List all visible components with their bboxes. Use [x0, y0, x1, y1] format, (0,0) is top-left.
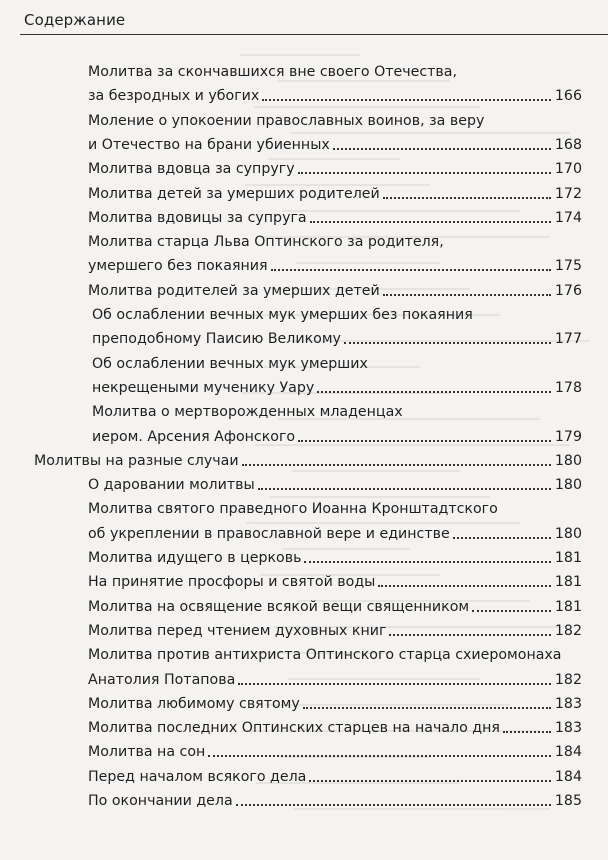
- dot-leader: [258, 488, 551, 490]
- toc-entry: [88, 786, 582, 810]
- toc-entry-line: [92, 300, 582, 324]
- page-number: 181: [554, 574, 582, 591]
- toc-entry: [88, 543, 582, 567]
- dot-leader: [309, 780, 551, 782]
- toc-entry-line: [92, 397, 582, 421]
- toc-entry-title: О даровании молитвы: [88, 477, 255, 494]
- toc-entry-title: Молитва о мертворожденных младенцах: [92, 404, 403, 421]
- toc-entry-title: На принятие просфоры и святой воды: [88, 574, 376, 591]
- toc-entry-title: Молитва на освящение всякой вещи священником: [88, 598, 470, 615]
- dot-leader: [271, 269, 551, 271]
- toc-entry-line: [88, 106, 582, 130]
- toc-entry-title: преподобному Паисию Великому: [92, 331, 341, 348]
- toc-entry: [88, 276, 582, 300]
- page-number: 177: [554, 331, 582, 348]
- toc-entry-title: Молитва перед чтением духовных книг: [88, 622, 387, 639]
- page-number: 172: [554, 185, 582, 202]
- toc-entry-title: Молитва святого праведного Иоанна Кронштадтского: [88, 501, 498, 518]
- toc-entry-line: [88, 57, 582, 81]
- page-number: 184: [554, 768, 582, 785]
- page-number: 184: [554, 744, 582, 761]
- page-number: 176: [554, 282, 582, 299]
- toc-entry-line: [88, 494, 582, 518]
- dot-leader: [317, 391, 551, 393]
- dot-leader: [310, 221, 551, 223]
- page-number: 182: [554, 622, 582, 639]
- dot-leader: [389, 634, 550, 636]
- page-title: Содержание: [24, 11, 126, 29]
- toc-entry-title: Об ослаблении вечных мук умерших без покаяния: [92, 307, 473, 323]
- dot-leader: [298, 440, 551, 442]
- toc-entry-line: [92, 349, 582, 373]
- page-number: 179: [554, 428, 582, 445]
- toc-entry-title: Молитва за скончавшихся вне своего Отечества,: [88, 64, 457, 80]
- toc-entry-title: Молитва детей за умерших родителей: [88, 185, 380, 202]
- dot-leader: [262, 99, 551, 101]
- page-header: [20, 10, 608, 35]
- toc-entry-title: Молитва на сон: [88, 744, 206, 761]
- dot-leader: [344, 342, 551, 344]
- toc-entry-line: [88, 227, 582, 251]
- toc-entry-title: и Отечество на брани убиенных: [88, 136, 330, 153]
- toc-entry: [92, 422, 582, 446]
- toc-entry-title: умершего без покаяния: [88, 258, 268, 275]
- toc-entry: [88, 470, 582, 494]
- page-number: 183: [554, 720, 582, 737]
- dot-leader: [238, 683, 551, 685]
- toc-entry-title: Молитва против антихриста Оптинского старца схиеромонаха: [88, 647, 562, 664]
- toc-entry-title: Молитва вдовицы за супруга: [88, 209, 307, 226]
- toc-entry: [88, 616, 582, 640]
- page-number: 170: [554, 161, 582, 178]
- toc-entry-title: Об ослаблении вечных мук умерших: [92, 355, 368, 372]
- toc-entry: [92, 324, 582, 348]
- dot-leader: [236, 804, 551, 806]
- toc-entry: [92, 373, 582, 397]
- toc-entry-title: Молитва идущего в церковь: [88, 550, 302, 566]
- toc-entry: [88, 737, 582, 761]
- page-number: 178: [554, 379, 582, 396]
- dot-leader: [208, 755, 551, 757]
- toc-entry: [88, 130, 582, 154]
- page-number: 183: [554, 695, 582, 712]
- dot-leader: [242, 464, 551, 466]
- dot-leader: [378, 585, 551, 587]
- toc-entry-title: за безродных и убогих: [88, 88, 260, 105]
- dot-leader: [333, 148, 551, 150]
- toc-entry-title: Молитва вдовца за супругу: [88, 161, 295, 178]
- toc-entry-title: Моление о упокоении православных воинов, за веру: [88, 112, 485, 129]
- toc-entry: [88, 251, 582, 275]
- toc-entry-line: [88, 640, 582, 664]
- toc-entry: [88, 567, 582, 591]
- toc-entry-title: Молитва родителей за умерших детей: [88, 282, 380, 299]
- toc-entry-title: Перед началом всякого дела: [88, 768, 307, 785]
- toc-entry-title: Молитва старца Льва Оптинского за родителя,: [88, 234, 444, 251]
- toc-entry-title: Молитва любимому святому: [88, 695, 300, 712]
- page-number: 175: [554, 258, 582, 275]
- page-number: 181: [554, 598, 582, 615]
- page-number: 180: [554, 452, 582, 469]
- toc-entry: [88, 519, 582, 543]
- toc-entry: [88, 762, 582, 786]
- toc-entry-title: иером. Арсения Афонского: [92, 428, 296, 445]
- page-number: 182: [554, 671, 582, 688]
- toc-entry: [88, 592, 582, 616]
- toc-entry-title: По окончании дела: [88, 793, 233, 809]
- toc-entry: [88, 665, 582, 689]
- page-number: 180: [554, 525, 582, 542]
- toc-entry: [88, 179, 582, 203]
- dot-leader: [298, 172, 551, 174]
- dot-leader: [503, 731, 551, 733]
- toc-entry: [88, 713, 582, 737]
- dot-leader: [453, 537, 551, 539]
- dot-leader: [472, 610, 551, 612]
- page-number: 174: [554, 209, 582, 226]
- page-number: 181: [554, 550, 582, 566]
- dot-leader: [304, 561, 550, 563]
- toc-entry: [88, 689, 582, 713]
- toc-entry: [88, 154, 582, 178]
- toc-entry: [34, 446, 582, 470]
- page-number: 166: [554, 88, 582, 105]
- dot-leader: [303, 707, 551, 709]
- toc-entry-title: Молитва последних Оптинских старцев на начало дня: [88, 720, 500, 737]
- toc-entry-title: об укреплении в православной вере и единстве: [88, 525, 450, 542]
- toc-entry-title: Анатолия Потапова: [88, 671, 236, 688]
- page-number: 168: [554, 136, 582, 153]
- toc-entry-title: некрещеными мученику Уару: [92, 379, 315, 396]
- toc-entry: [88, 203, 582, 227]
- dot-leader: [383, 197, 551, 199]
- toc-entry: [88, 81, 582, 105]
- page-number: 185: [554, 793, 582, 809]
- dot-leader: [383, 294, 551, 296]
- toc-entry-title: Молитвы на разные случаи: [34, 452, 239, 469]
- page-number: 180: [554, 477, 582, 494]
